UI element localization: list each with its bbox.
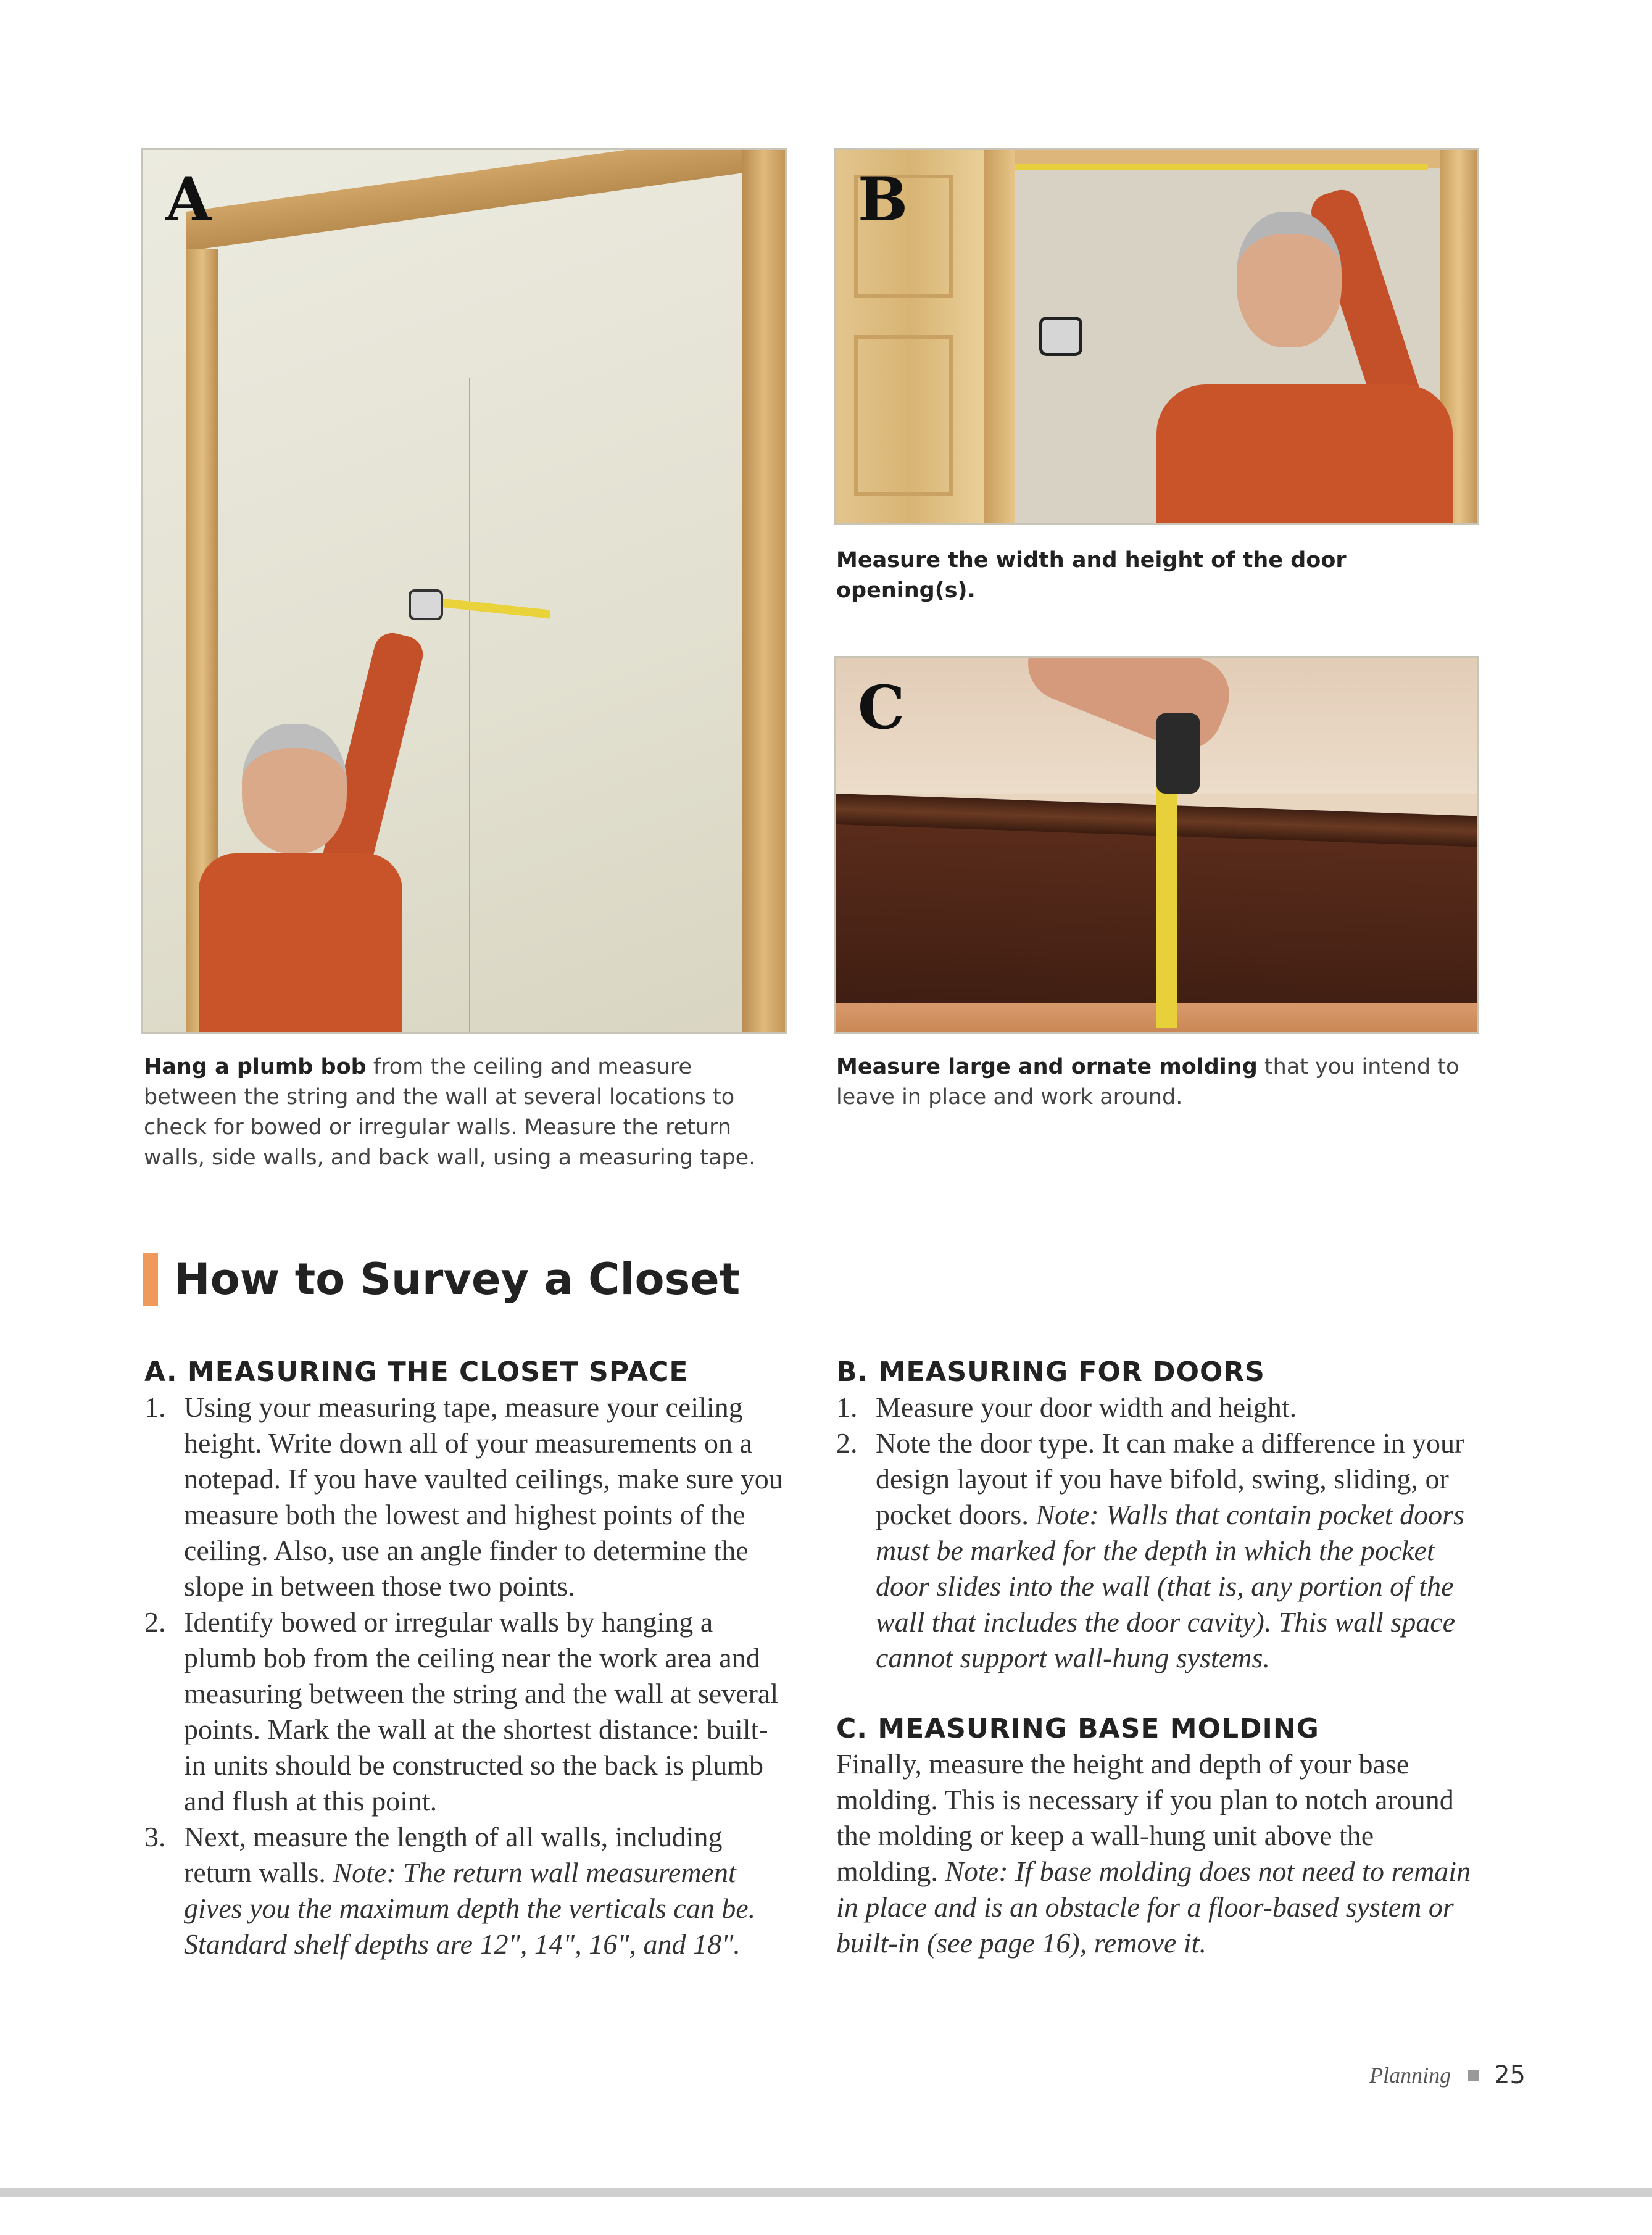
list-item <box>144 1604 786 1819</box>
base-molding-note: Note: If base molding does not need to remain in place and is an obstacle for a floor-based system or built-in (see page 16), remove it. <box>836 1856 1471 1959</box>
right-column <box>836 1355 1478 1961</box>
list-item <box>144 1819 786 1962</box>
base-molding-text: Finally, measure the height and depth of your base molding. This is necessary if you plan to notch around the molding or keep a wall-hung unit above the molding. <box>836 1748 1454 1887</box>
photo-b-measuring-tape <box>1015 164 1428 170</box>
step-note: Note: Walls that contain pocket doors must be marked for the depth in which the pocket door slides into the wall (that is, any portion of the wall that includes the door cavity). This wall space cannot support wall-hung systems. <box>876 1499 1464 1673</box>
photo-b-person-head <box>1237 212 1342 347</box>
caption-photo-c <box>836 1052 1478 1113</box>
photo-b-door-frame-left <box>984 150 1015 523</box>
section-heading <box>143 1251 740 1307</box>
step-note: Note: The return wall measurement gives you the maximum depth the verticals can be. Standard shelf depths are 12", 14", 16", and 18". <box>184 1857 756 1960</box>
photo-b-door-panel <box>854 335 953 496</box>
footer-section-name: Planning <box>1369 2063 1451 2088</box>
photo-a-tape-case <box>409 589 443 620</box>
subhead-measuring-base-molding: C. MEASURING BASE MOLDING <box>836 1713 1319 1744</box>
photo-a-person-head <box>242 724 347 853</box>
step-number: 2. <box>836 1427 858 1459</box>
caption-c-lead: Measure large and ornate molding <box>836 1055 1258 1079</box>
photo-a-person-body <box>199 853 402 1034</box>
step-text: Measure your door width and height. <box>876 1391 1297 1423</box>
bottom-rule <box>0 2188 1652 2197</box>
photo-a-door-trim-right <box>742 150 785 1032</box>
step-number: 1. <box>144 1391 166 1423</box>
list-item <box>144 1390 786 1604</box>
left-column <box>144 1355 786 1962</box>
step-number: 2. <box>144 1606 166 1638</box>
plumb-bob-string <box>469 378 470 1032</box>
list-item <box>836 1390 1478 1425</box>
caption-c-text: that you intend to leave in place and work around. <box>836 1055 1459 1109</box>
page-footer <box>1369 2061 1525 2089</box>
step-text: Using your measuring tape, measure your ceiling height. Write down all of your measurements on a notepad. If you have vaulted ceilings, make sure you measure both the lowest and highest points of the ceiling. Also, use an angle finder to determine the slope in between those two points. <box>184 1391 783 1602</box>
photo-c-letter: C <box>858 673 905 742</box>
page-number: 25 <box>1494 2061 1525 2089</box>
caption-photo-b <box>836 545 1478 606</box>
photo-c-measuring-tape <box>1156 781 1177 1028</box>
photo-measuring-door <box>834 148 1479 525</box>
photo-measuring-wall <box>141 148 787 1034</box>
photo-b-tape-case <box>1039 317 1082 356</box>
caption-a-text: from the ceiling and measure between the string and the wall at several locations to check for bowed or irregular walls. Measure the return walls, side walls, and back wall, using a measuring tape. <box>144 1055 756 1170</box>
subhead-measuring-doors: B. MEASURING FOR DOORS <box>836 1356 1265 1388</box>
caption-a-lead: Hang a plumb bob <box>144 1055 367 1079</box>
step-text: Identify bowed or irregular walls by hanging a plumb bob from the ceiling near the work area and measuring between the string and the wall at several points. Mark the wall at the shortest distance: built-in units should be constructed so the back is plumb and flush at this point. <box>184 1606 779 1817</box>
photo-b-person-body <box>1156 384 1453 525</box>
step-number: 1. <box>836 1391 858 1423</box>
base-molding-paragraph <box>836 1746 1478 1961</box>
section-title: How to Survey a Closet <box>174 1254 741 1304</box>
heading-accent-bar <box>143 1253 158 1306</box>
step-number: 3. <box>144 1821 166 1852</box>
caption-photo-a <box>144 1052 786 1173</box>
photo-a-letter: A <box>165 165 212 234</box>
closet-space-steps <box>144 1390 786 1962</box>
door-steps <box>836 1390 1478 1676</box>
photo-measuring-molding <box>834 656 1479 1034</box>
subhead-measuring-closet-space: A. MEASURING THE CLOSET SPACE <box>144 1356 689 1388</box>
footer-square-icon <box>1468 2070 1479 2081</box>
step-text: Note the door type. It can make a difference in your design layout if you have bifold, swing, sliding, or pocket doors. <box>876 1427 1464 1530</box>
caption-b-lead: Measure the width and height of the door opening(s). <box>836 548 1347 603</box>
list-item <box>836 1425 1478 1676</box>
photo-b-letter: B <box>858 165 908 234</box>
step-text: Next, measure the length of all walls, including return walls. <box>184 1821 723 1888</box>
photo-c-tape-case <box>1156 713 1200 794</box>
